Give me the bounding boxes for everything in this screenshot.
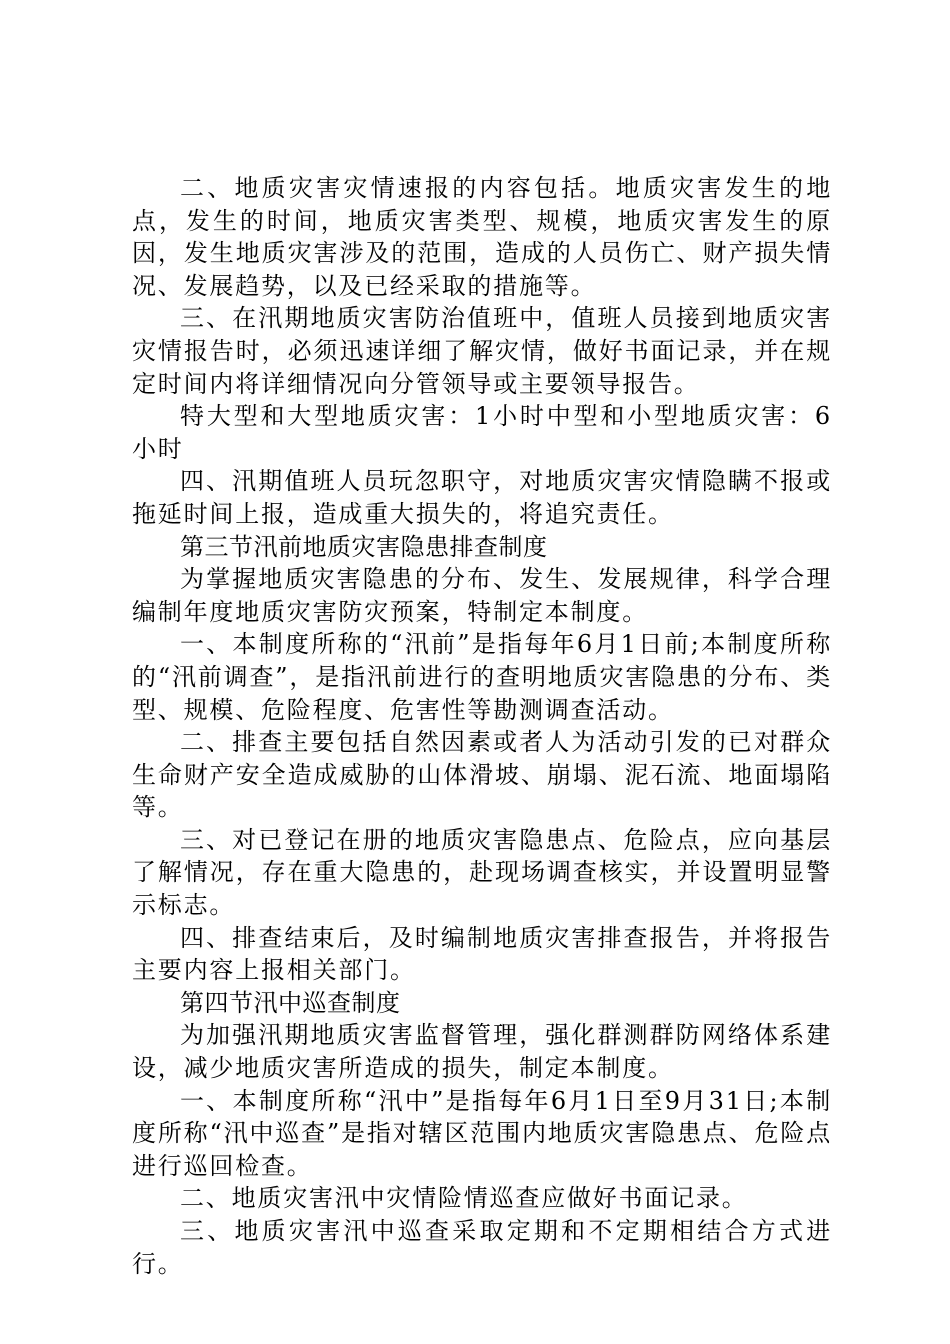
section-heading: 第三节汛前地质灾害隐患排查制度 xyxy=(180,532,548,561)
paragraph: 四、排查结束后，及时编制地质灾害排查报告，并将报告主要内容上报相关部门。 xyxy=(132,923,832,985)
document-body xyxy=(132,172,832,1280)
paragraph: 二、地质灾害灾情速报的内容包括。地质灾害发生的地点，发生的时间，地质灾害类型、规模，地质灾害发生的原因，发生地质灾害涉及的范围，造成的人员伤亡、财产损失情况、发展趋势，以及已经采取的措施等。 xyxy=(132,174,832,300)
section-heading: 第四节汛中巡查制度 xyxy=(180,988,401,1017)
paragraph: 三、对已登记在册的地质灾害隐患点、危险点，应向基层了解情况，存在重大隐患的，赴现场调查核实，并设置明显警示标志。 xyxy=(132,825,832,920)
paragraph: 四、汛期值班人员玩忽职守，对地质灾害灾情隐瞒不报或拖延时间上报，造成重大损失的，将追究责任。 xyxy=(132,467,832,528)
paragraph: 三、地质灾害汛中巡查采取定期和不定期相结合方式进行。 xyxy=(132,1217,832,1278)
paragraph: 二、排查主要包括自然因素或者人为活动引发的已对群众生命财产安全造成威胁的山体滑坡、崩塌、泥石流、地面塌陷等。 xyxy=(132,728,832,822)
paragraph: 一、本制度所称“汛中”是指每年6月1日至9月31日;本制度所称“汛中巡查”是指对辖区范围内地质灾害隐患点、危险点进行巡回检查。 xyxy=(132,1086,832,1180)
paragraph: 二、地质灾害汛中灾情险情巡查应做好书面记录。 xyxy=(180,1184,748,1213)
paragraph: 为掌握地质灾害隐患的分布、发生、发展规律，科学合理编制年度地质灾害防灾预案，特制定本制度。 xyxy=(132,565,832,626)
paragraph: 特大型和大型地质灾害：1小时中型和小型地质灾害：6小时 xyxy=(132,402,832,463)
paragraph: 一、本制度所称的“汛前”是指每年6月1日前;本制度所称的“汛前调查”，是指汛前进行的查明地质灾害隐患的分布、类型、规模、危险程度、危害性等勘测调查活动。 xyxy=(132,630,832,724)
paragraph: 为加强汛期地质灾害监督管理，强化群测群防网络体系建设，减少地质灾害所造成的损失，制定本制度。 xyxy=(132,1021,832,1083)
paragraph: 三、在汛期地质灾害防治值班中，值班人员接到地质灾害灾情报告时，必须迅速详细了解灾情，做好书面记录，并在规定时间内将详细情况向分管领导或主要领导报告。 xyxy=(132,304,832,398)
